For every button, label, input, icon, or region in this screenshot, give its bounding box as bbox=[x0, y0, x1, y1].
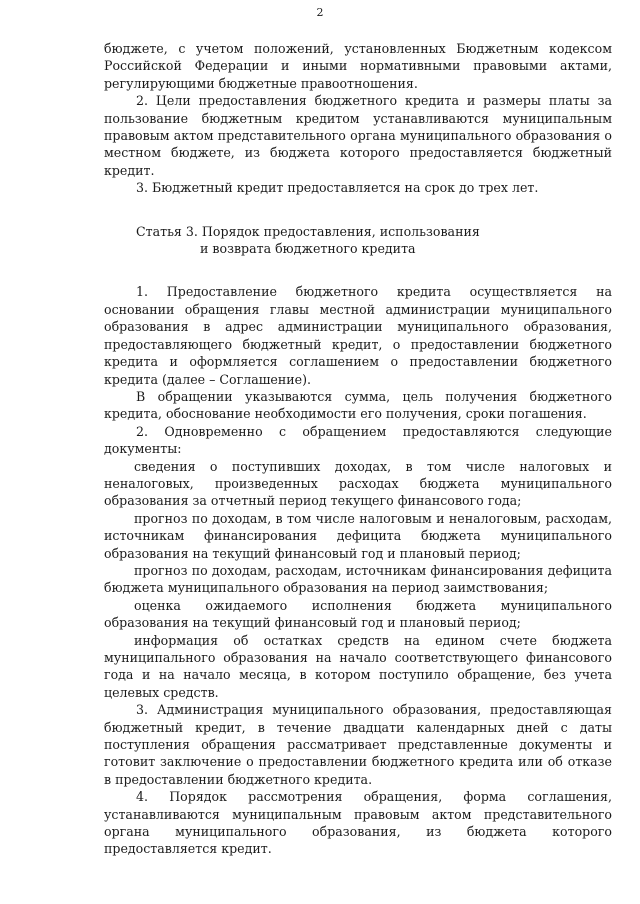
document-list-item-estimate: оценка ожидаемого исполнения бюджета муниципального образования на текущий финансовый год и плановый период; bbox=[104, 597, 612, 631]
article-heading bbox=[104, 223, 612, 258]
document-body bbox=[104, 40, 612, 858]
spacer bbox=[104, 197, 612, 223]
article-heading-line1: Статья 3. Порядок предоставления, использования bbox=[136, 223, 480, 239]
paragraph-item-2: 2. Цели предоставления бюджетного кредита и размеры платы за пользование бюджетным кредитом устанавливаются муниципальным правовым актом представительного органа муниципального образования о местном бюджете, из бюджета которого предоставляется бюджетный кредит. bbox=[104, 93, 612, 178]
article-paragraph-3: 3. Администрация муниципального образования, предоставляющая бюджетный кредит, в течение двадцати календарных дней с даты поступления обращения рассматривает представленные документы и готовит заключение о предоставлении бюджетного кредита или об отказе в предоставлении бюджетного кредита. bbox=[104, 702, 612, 787]
article-heading-line2: и возврата бюджетного кредита bbox=[200, 241, 416, 257]
document-list-item-balances: информация об остатках средств на едином счете бюджета муниципального образования на начало соответствующего финансового года и на начало месяца, в котором поступило обращение, без учета целевых средств. bbox=[104, 632, 612, 700]
article-paragraph-2: 2. Одновременно с обращением предоставляются следующие документы: bbox=[104, 423, 612, 457]
spacer bbox=[104, 257, 612, 283]
document-list-item-income: сведения о поступивших доходах, в том числе налоговых и неналоговых, произведенных расходах бюджета муниципального образования за отчетный период текущего финансового года; bbox=[104, 458, 612, 509]
article-paragraph-1: 1. Предоставление бюджетного кредита осуществляется на основании обращения главы местной администрации муниципального образования в адрес администрации муниципального образования, предоставляющего бюджетный кредит, о предоставлении бюджетного кредита и оформляется соглашением о предоставлении бюджетного кредита (далее – Соглашение). bbox=[104, 284, 612, 387]
article-paragraph-request: В обращении указываются сумма, цель получения бюджетного кредита, обоснование необходимости его получения, сроки погашения. bbox=[104, 388, 612, 422]
paragraph-item-3: 3. Бюджетный кредит предоставляется на срок до трех лет. bbox=[136, 180, 539, 196]
document-list-item-forecast-current: прогноз по доходам, в том числе налоговым и неналоговым, расходам, источникам финансирования дефицита бюджета муниципального образования на текущий финансовый год и плановый период; bbox=[104, 510, 612, 561]
paragraph-continuation: бюджете, с учетом положений, установленных Бюджетным кодексом Российской Федерации и иными нормативными правовыми актами, регулирующими бюджетные правоотношения. bbox=[104, 41, 612, 91]
article-paragraph-4: 4. Порядок рассмотрения обращения, форма соглашения, устанавливаются муниципальным правовым актом представительного органа муниципального образования, из бюджета которого предоставляется кредит. bbox=[104, 789, 612, 857]
page-number: 2 bbox=[316, 6, 324, 19]
document-list-item-forecast-period: прогноз по доходам, расходам, источникам финансирования дефицита бюджета муниципального образования на период заимствования; bbox=[104, 562, 612, 596]
